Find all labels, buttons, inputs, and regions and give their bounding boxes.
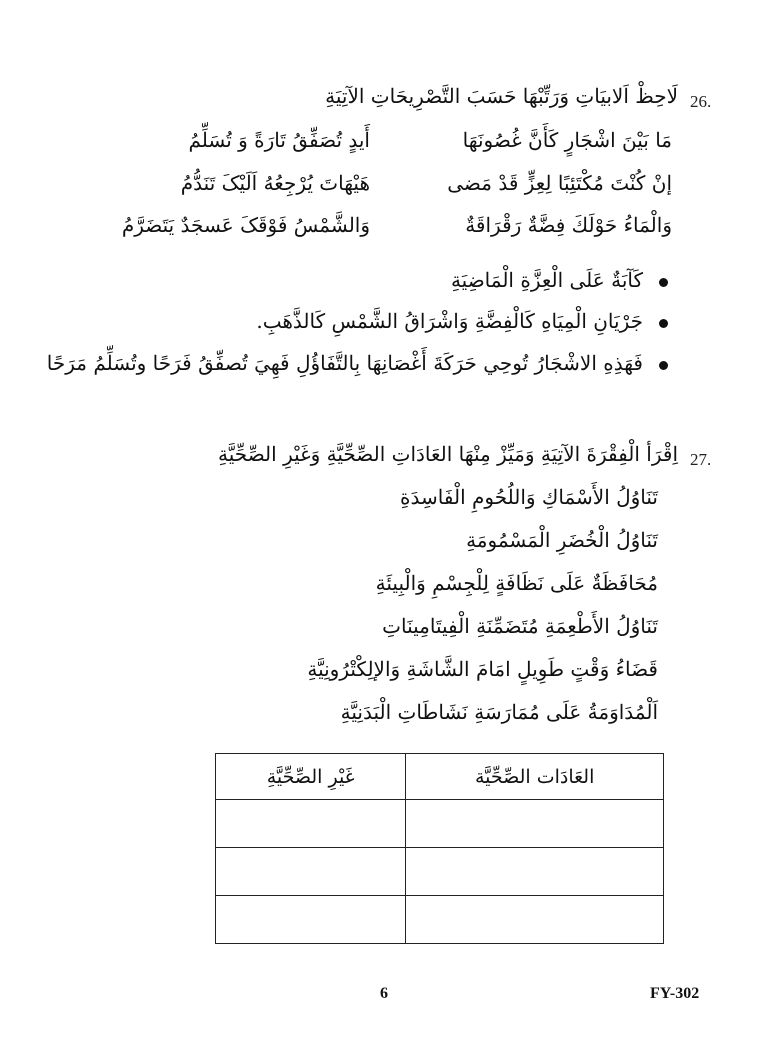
bullet-text: فَهَذِهِ الاشْجَارُ تُوحِي حَرَكَةَ أَغْصَانِهَا بِالتَّفَاؤُلِ فَهِيَ تُصفِّقُ فَرَحًا وتُسَلِّمُ مَرَحًا [46,351,643,375]
verse-3-right: وَالْمَاءُ حَوْلَكَ فِضَّةٌ رَقْرَاقَةٌ [465,213,672,237]
q27-number: 27. [690,450,712,469]
habits-table [215,753,664,944]
verse-2-left: هَيْهَاتَ يُرْجِعُهُ اَلَيْکَ تَنَدُّمُ [180,171,370,195]
table-cell[interactable] [406,896,664,944]
habit-item: قَضَاءُ وَقْتٍ طَوِيلٍ امَامَ الشَّاشَةِ وَالإلِكْتْرُونِيَّةِ [307,657,658,681]
q26-number: 26. [690,92,712,111]
verse-3-left: وَالشَّمْسُ فَوْقَکَ عَسجَدٌ يَتَضَرَّمُ [121,213,370,237]
table-cell[interactable] [406,800,664,848]
page-number: 6 [380,985,388,1002]
bullet-text: جَرْيَانِ الْمِيَاهِ كَالْفِضَّةِ وَاشْرَاقُ الشَّمْسِ كَالذَّهَبِ. [256,309,643,333]
header-unhealthy-habits: غَيْرِ الصِّحِّيَّةِ [216,754,406,800]
habit-item: تَنَاوُلُ الْخُضَرِ الْمَسْمُومَةِ [466,528,658,552]
bullet-icon [659,319,668,328]
bullet-item [451,268,668,292]
habit-item: تَنَاوُلُ الأَسْمَاكِ وَاللُحُومِ الْفَاسِدَةِ [400,485,658,509]
verse-2-right: إنْ كُنْتَ مُكْتَئِبًا لِعِزٍّ قَدْ مَضى [447,171,672,195]
paper-code: FY-302 [650,985,700,1002]
verse-1-left: أَيدٍ تُصَفِّقُ تَارَةً وَ تُسَلِّمُ [188,128,370,152]
header-healthy-habits: العَادَات الصِّحِّيَّة [406,754,664,800]
q26-instruction: لَاحِظْ اَلابيَاتِ وَرَتِّبْهَا حَسَبَ التَّصْرِيحَاتِ الآتِيَةِ [325,84,678,108]
bullet-icon [659,278,668,287]
bullet-text: كَآبَةٌ عَلَى الْعِزَّةِ الْمَاضِيَةِ [450,268,643,292]
bullet-icon [659,361,668,370]
habit-item: مُحَافَظَةٌ عَلَى نَظَافَةٍ لِلْجِسْمِ وَالْبِيئَةِ [375,571,658,595]
bullet-item [256,309,668,333]
habit-item: تَنَاوُلُ الأَطْعِمَةِ مُتَضَمِّنَةِ الْفِيتَامِينَاتِ [382,614,658,638]
table-cell[interactable] [406,848,664,896]
table-cell[interactable] [216,800,406,848]
q27-instruction: اِقْرَأ الْفِقْرَةَ الآتِيَةِ وَمَيِّزْ مِنْهَا العَادَاتِ الصِّحِّيَّةِ وَغَيْرِ الصِّحِّيَّةِ [218,442,678,466]
table-cell[interactable] [216,848,406,896]
table-cell[interactable] [216,896,406,944]
verse-1-right: مَا بَيْنَ اشْجَارٍ كَأَنَّ غُصُونَهَا [462,128,672,152]
bullet-item [47,351,668,375]
habit-item: اَلْمُدَاوَمَةُ عَلَى مُمَارَسَةِ نَشَاطَاتِ الْبَدَنِيَّةِ [340,700,658,724]
